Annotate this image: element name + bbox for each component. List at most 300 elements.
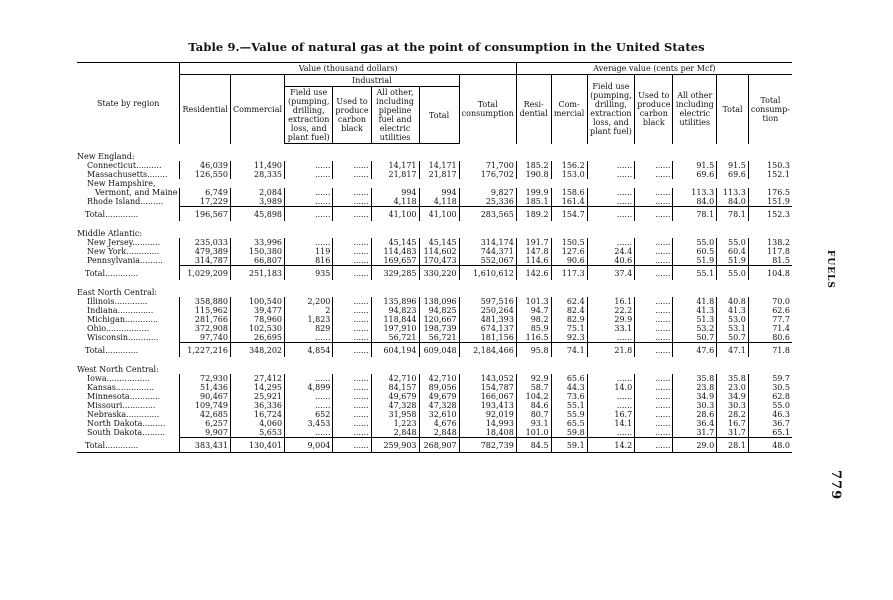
- table-cell: 55.0: [673, 238, 717, 247]
- table-cell: 92,019: [459, 410, 516, 419]
- table-cell: 55.0: [748, 401, 792, 410]
- table-cell: ......: [635, 343, 673, 358]
- table-cell: 147.8: [516, 247, 551, 256]
- table-cell: 91.5: [673, 161, 717, 170]
- table-cell: 32,610: [419, 410, 459, 419]
- table-cell: 40.6: [587, 256, 635, 266]
- table-cell: 251,183: [230, 266, 284, 281]
- table-cell: 53.0: [717, 315, 749, 324]
- state-label: Massachusetts........: [87, 170, 168, 179]
- table-cell: 50.7: [673, 333, 717, 343]
- table-cell: ......: [285, 333, 333, 343]
- table-cell: ......: [635, 438, 673, 453]
- region-row: [77, 280, 792, 297]
- table-cell: 23.8: [673, 383, 717, 392]
- table-cell: ......: [333, 207, 371, 222]
- header-avg-all-other: All other including electric utilities: [673, 75, 717, 144]
- table-cell: 114,483: [371, 247, 419, 256]
- table-cell: 16.7: [587, 410, 635, 419]
- table-cell: 98.2: [516, 315, 551, 324]
- table-cell: 89,056: [419, 383, 459, 392]
- table-cell: 652: [285, 410, 333, 419]
- state-label: South Dakota.........: [87, 428, 166, 438]
- table-cell: 60.5: [673, 247, 717, 256]
- table-cell: 51,436: [180, 383, 231, 392]
- table-cell: 176,702: [459, 170, 516, 179]
- table-cell: 49,679: [371, 392, 419, 401]
- table-cell: 268,907: [419, 438, 459, 453]
- table-cell: 127.6: [551, 247, 587, 256]
- header-avg-commercial: Com-mercial: [551, 75, 587, 144]
- table-cell: 161.4: [551, 197, 587, 207]
- state-label: Iowa.................: [87, 374, 150, 383]
- table-cell: 60.4: [717, 247, 749, 256]
- table-cell: 36.7: [748, 419, 792, 428]
- table-cell: ......: [635, 238, 673, 247]
- table-cell: 16.7: [717, 419, 749, 428]
- total-row: [77, 207, 792, 222]
- header-avg-total: Total: [717, 75, 749, 144]
- table-cell: 51.3: [673, 315, 717, 324]
- header-avg-total-consumption: Total consump-tion: [748, 75, 792, 144]
- table-cell: 50.7: [717, 333, 749, 343]
- table-cell: 113.3: [673, 188, 717, 197]
- region-row: [77, 357, 792, 374]
- table-cell: 53.2: [673, 324, 717, 333]
- table-cell: ......: [635, 383, 673, 392]
- table-cell: 23.0: [717, 383, 749, 392]
- table-cell: 250,264: [459, 306, 516, 315]
- table-cell: 36.4: [673, 419, 717, 428]
- table-cell: 66,807: [230, 256, 284, 266]
- table-cell: 73.6: [551, 392, 587, 401]
- table-cell: 80.6: [748, 333, 792, 343]
- region-label: New England:: [77, 152, 135, 161]
- table-row: [77, 392, 792, 401]
- table-cell: 4,676: [419, 419, 459, 428]
- table-cell: 75.1: [551, 324, 587, 333]
- state-label: Kansas...............: [87, 383, 155, 392]
- table-cell: 90,467: [180, 392, 231, 401]
- table-cell: 674,137: [459, 324, 516, 333]
- table-cell: 114.6: [516, 256, 551, 266]
- table-cell: 101.3: [516, 297, 551, 306]
- table-cell: 170,473: [419, 256, 459, 266]
- table-cell: 90.6: [551, 256, 587, 266]
- table-cell: ......: [587, 188, 635, 197]
- table-cell: ......: [587, 333, 635, 343]
- header-field-use: Field use (pumping, drilling, extraction loss, and plant fuel): [285, 87, 333, 144]
- header-total-consumption: Total consumption: [459, 75, 516, 144]
- table-cell: 36,336: [230, 401, 284, 410]
- table-row: [77, 333, 792, 343]
- table-cell: ......: [587, 161, 635, 170]
- table-cell: 59.8: [551, 428, 587, 438]
- table-cell: 9,907: [180, 428, 231, 438]
- table-cell: ......: [635, 170, 673, 179]
- table-cell: 816: [285, 256, 333, 266]
- table-cell: 156.2: [551, 161, 587, 170]
- table-cell: 31,958: [371, 410, 419, 419]
- table-cell: 69.6: [717, 170, 749, 179]
- table-cell: 604,194: [371, 343, 419, 358]
- table-cell: 71,700: [459, 161, 516, 170]
- running-head: FUELS: [825, 250, 835, 289]
- table-cell: 84.5: [516, 438, 551, 453]
- region-label: West North Central:: [77, 365, 159, 374]
- table-cell: 151.9: [748, 197, 792, 207]
- table-cell: 1,029,209: [180, 266, 231, 281]
- table-cell: 11,490: [230, 161, 284, 170]
- header-residential: Residential: [180, 75, 231, 144]
- table-cell: ......: [333, 333, 371, 343]
- header-commercial: Commercial: [230, 75, 284, 144]
- table-cell: 72,930: [180, 374, 231, 383]
- state-label: Pennsylvania.........: [87, 256, 163, 266]
- table-cell: 4,118: [371, 197, 419, 207]
- table-cell: 198,739: [419, 324, 459, 333]
- table-cell: 94.7: [516, 306, 551, 315]
- table-cell: 358,880: [180, 297, 231, 306]
- table-cell: 30.3: [673, 401, 717, 410]
- table-cell: 81.5: [748, 256, 792, 266]
- table-cell: 152.3: [748, 207, 792, 222]
- table-cell: 78.1: [673, 207, 717, 222]
- table-row: [77, 179, 792, 188]
- table-cell: ......: [635, 197, 673, 207]
- state-label: Vermont, and Maine: [95, 188, 178, 197]
- table-cell: 3,989: [230, 197, 284, 207]
- table-cell: 44.3: [551, 383, 587, 392]
- table-cell: 31.7: [673, 428, 717, 438]
- table-cell: 85.9: [516, 324, 551, 333]
- header-industrial-total: Total: [419, 87, 459, 144]
- table-cell: ......: [333, 419, 371, 428]
- table-cell: 479,389: [180, 247, 231, 256]
- total-label: Total.............: [85, 209, 139, 219]
- table-row: [77, 315, 792, 324]
- table-cell: 1,823: [285, 315, 333, 324]
- table-cell: 21,817: [371, 170, 419, 179]
- header-average-group: Average value (cents per Mcf): [516, 63, 792, 75]
- table-cell: ......: [635, 428, 673, 438]
- table-cell: ......: [285, 392, 333, 401]
- header-all-other: All other, including pipeline fuel and electric utilities: [371, 87, 419, 144]
- table-cell: 153.0: [551, 170, 587, 179]
- table-cell: 34.9: [673, 392, 717, 401]
- table-cell: 348,202: [230, 343, 284, 358]
- table-row: [77, 428, 792, 438]
- state-label: Wisconsin............: [87, 333, 159, 343]
- table-row: [77, 188, 792, 197]
- table-cell: 84,157: [371, 383, 419, 392]
- table-cell: 42,710: [371, 374, 419, 383]
- table-cell: 100,540: [230, 297, 284, 306]
- table-cell: 191.7: [516, 238, 551, 247]
- table-cell: 1,223: [371, 419, 419, 428]
- table-cell: 189.2: [516, 207, 551, 222]
- table-cell: ......: [635, 207, 673, 222]
- state-label: New York.............: [87, 247, 160, 256]
- header-state: State by region: [77, 63, 180, 144]
- table-cell: 31.7: [717, 428, 749, 438]
- table-cell: 199.9: [516, 188, 551, 197]
- table-row: [77, 161, 792, 170]
- table-cell: 14.1: [587, 419, 635, 428]
- state-label: Illinois.............: [87, 297, 148, 306]
- table-cell: 259,903: [371, 438, 419, 453]
- table-cell: 41,100: [371, 207, 419, 222]
- table-cell: 314,174: [459, 238, 516, 247]
- table-cell: 28.6: [673, 410, 717, 419]
- table-cell: ......: [333, 306, 371, 315]
- table-cell: 93.1: [516, 419, 551, 428]
- table-cell: 4,118: [419, 197, 459, 207]
- table-cell: 91.5: [717, 161, 749, 170]
- table-cell: ......: [333, 324, 371, 333]
- table-cell: 33,996: [230, 238, 284, 247]
- table-cell: 30.5: [748, 383, 792, 392]
- table-cell: 33.1: [587, 324, 635, 333]
- table-cell: ......: [333, 256, 371, 266]
- table-cell: 782,739: [459, 438, 516, 453]
- table-cell: 56,721: [419, 333, 459, 343]
- table-cell: ......: [333, 266, 371, 281]
- table-cell: 994: [419, 188, 459, 197]
- table-row: [77, 197, 792, 207]
- table-cell: 4,899: [285, 383, 333, 392]
- table-cell: 116.5: [516, 333, 551, 343]
- state-label: Nebraska.............: [87, 410, 160, 419]
- table-cell: 383,431: [180, 438, 231, 453]
- table-cell: 154.7: [551, 207, 587, 222]
- table-cell: ......: [635, 324, 673, 333]
- table-cell: 80.7: [516, 410, 551, 419]
- table-cell: 150,380: [230, 247, 284, 256]
- table-cell: 28.2: [717, 410, 749, 419]
- table-cell: 115,962: [180, 306, 231, 315]
- table-cell: 82.9: [551, 315, 587, 324]
- state-label: Michigan.............: [87, 315, 159, 324]
- table-cell: 21,817: [419, 170, 459, 179]
- table-cell: 48.0: [748, 438, 792, 453]
- table-cell: 181,156: [459, 333, 516, 343]
- table-cell: 84.6: [516, 401, 551, 410]
- table-cell: 51.9: [673, 256, 717, 266]
- table-cell: 6,257: [180, 419, 231, 428]
- table-cell: 41,100: [419, 207, 459, 222]
- header-avg-residential: Resi-dential: [516, 75, 551, 144]
- table-cell: 55.1: [673, 266, 717, 281]
- table-cell: 55.9: [551, 410, 587, 419]
- table-cell: 58.7: [516, 383, 551, 392]
- table-cell: 14,171: [419, 161, 459, 170]
- table-cell: 119: [285, 247, 333, 256]
- header-avg-carbon-black: Used to produce carbon black: [635, 75, 673, 144]
- table-cell: 329,285: [371, 266, 419, 281]
- table-cell: ......: [333, 428, 371, 438]
- table-cell: 46,039: [180, 161, 231, 170]
- natural-gas-value-table: [77, 62, 792, 453]
- table-cell: 14.2: [587, 438, 635, 453]
- table-cell: 3,453: [285, 419, 333, 428]
- table-cell: ......: [635, 374, 673, 383]
- table-cell: 14.0: [587, 383, 635, 392]
- table-cell: 47.1: [717, 343, 749, 358]
- header-avg-field-use: Field use (pumping, drilling, extraction loss, and plant fuel): [587, 75, 635, 144]
- header-industrial-group: Industrial: [285, 75, 460, 87]
- table-cell: 18,408: [459, 428, 516, 438]
- table-row: [77, 247, 792, 256]
- table-cell: ......: [333, 401, 371, 410]
- table-cell: 330,220: [419, 266, 459, 281]
- state-label: Rhode Island.........: [87, 197, 164, 207]
- table-cell: 41.8: [673, 297, 717, 306]
- total-row: [77, 343, 792, 358]
- state-label: Minnesota............: [87, 392, 161, 401]
- table-cell: ......: [635, 247, 673, 256]
- table-cell: ......: [635, 188, 673, 197]
- table-cell: 84.0: [717, 197, 749, 207]
- table-cell: 92.9: [516, 374, 551, 383]
- table-cell: 138.2: [748, 238, 792, 247]
- table-cell: ......: [285, 161, 333, 170]
- region-row: [77, 144, 792, 162]
- table-row: [77, 383, 792, 392]
- table-cell: 158.6: [551, 188, 587, 197]
- table-cell: 55.1: [551, 401, 587, 410]
- table-cell: ......: [333, 315, 371, 324]
- table-cell: 2,200: [285, 297, 333, 306]
- table-cell: 25,336: [459, 197, 516, 207]
- table-cell: 2,184,466: [459, 343, 516, 358]
- table-cell: 114,602: [419, 247, 459, 256]
- table-cell: ......: [635, 266, 673, 281]
- table-cell: ......: [635, 392, 673, 401]
- table-cell: 118,844: [371, 315, 419, 324]
- table-cell: 77.7: [748, 315, 792, 324]
- table-cell: ......: [333, 188, 371, 197]
- table-cell: 104.2: [516, 392, 551, 401]
- table-cell: 39,477: [230, 306, 284, 315]
- table-cell: 41.3: [717, 306, 749, 315]
- table-cell: 95.8: [516, 343, 551, 358]
- table-cell: 69.6: [673, 170, 717, 179]
- table-cell: 101.0: [516, 428, 551, 438]
- table-cell: 42,685: [180, 410, 231, 419]
- table-cell: 46.3: [748, 410, 792, 419]
- table-cell: ......: [333, 410, 371, 419]
- table-cell: 744,371: [459, 247, 516, 256]
- table-cell: 47,328: [419, 401, 459, 410]
- page-number: 779: [828, 470, 843, 501]
- table-cell: ......: [635, 333, 673, 343]
- table-cell: 142.6: [516, 266, 551, 281]
- table-cell: 130,401: [230, 438, 284, 453]
- table-cell: 1,610,612: [459, 266, 516, 281]
- table-row: [77, 419, 792, 428]
- table-cell: 197,910: [371, 324, 419, 333]
- table-cell: 372,908: [180, 324, 231, 333]
- table-cell: ......: [635, 419, 673, 428]
- table-cell: 481,393: [459, 315, 516, 324]
- table-cell: 62.4: [551, 297, 587, 306]
- table-cell: ......: [587, 197, 635, 207]
- table-cell: 28,335: [230, 170, 284, 179]
- table-cell: 51.9: [717, 256, 749, 266]
- table-cell: 117.8: [748, 247, 792, 256]
- table-cell: 28.1: [717, 438, 749, 453]
- table-cell: ......: [285, 428, 333, 438]
- table-cell: ......: [285, 188, 333, 197]
- table-cell: 152.1: [748, 170, 792, 179]
- table-row: [77, 410, 792, 419]
- table-cell: ......: [333, 170, 371, 179]
- table-cell: 935: [285, 266, 333, 281]
- table-cell: 552,067: [459, 256, 516, 266]
- table-cell: 102,530: [230, 324, 284, 333]
- table-cell: ......: [333, 197, 371, 207]
- table-cell: 62.6: [748, 306, 792, 315]
- table-cell: 120,667: [419, 315, 459, 324]
- table-cell: 5,653: [230, 428, 284, 438]
- table-cell: 193,413: [459, 401, 516, 410]
- table-cell: ......: [587, 392, 635, 401]
- table-cell: 47,328: [371, 401, 419, 410]
- total-row: [77, 438, 792, 453]
- table-cell: 126,550: [180, 170, 231, 179]
- total-label: Total.............: [85, 268, 139, 278]
- table-cell: ......: [333, 297, 371, 306]
- table-cell: ......: [333, 374, 371, 383]
- table-cell: 82.4: [551, 306, 587, 315]
- table-cell: ......: [285, 374, 333, 383]
- table-cell: 45,145: [419, 238, 459, 247]
- table-row: [77, 374, 792, 383]
- table-cell: ......: [333, 383, 371, 392]
- table-cell: 235,033: [180, 238, 231, 247]
- table-cell: 196,567: [180, 207, 231, 222]
- table-cell: 92.3: [551, 333, 587, 343]
- table-cell: 65.1: [748, 428, 792, 438]
- table-cell: 41.3: [673, 306, 717, 315]
- table-cell: 29.0: [673, 438, 717, 453]
- table-cell: ......: [635, 410, 673, 419]
- table-row: [77, 306, 792, 315]
- table-cell: 78,960: [230, 315, 284, 324]
- table-cell: ......: [635, 161, 673, 170]
- table-cell: 154,787: [459, 383, 516, 392]
- table-cell: 14,993: [459, 419, 516, 428]
- table-cell: ......: [635, 256, 673, 266]
- table-body: [77, 144, 792, 453]
- table-cell: ......: [635, 306, 673, 315]
- table-cell: 176.5: [748, 188, 792, 197]
- table-cell: 14,295: [230, 383, 284, 392]
- table-cell: 47.6: [673, 343, 717, 358]
- table-cell: 56,721: [371, 333, 419, 343]
- table-cell: 609,048: [419, 343, 459, 358]
- table-cell: ......: [587, 170, 635, 179]
- table-cell: 84.0: [673, 197, 717, 207]
- table-cell: 113.3: [717, 188, 749, 197]
- table-cell: 314,787: [180, 256, 231, 266]
- table-cell: 42,710: [419, 374, 459, 383]
- table-cell: 49,679: [419, 392, 459, 401]
- table-cell: 27,412: [230, 374, 284, 383]
- table-cell: ......: [333, 438, 371, 453]
- table-cell: ......: [285, 170, 333, 179]
